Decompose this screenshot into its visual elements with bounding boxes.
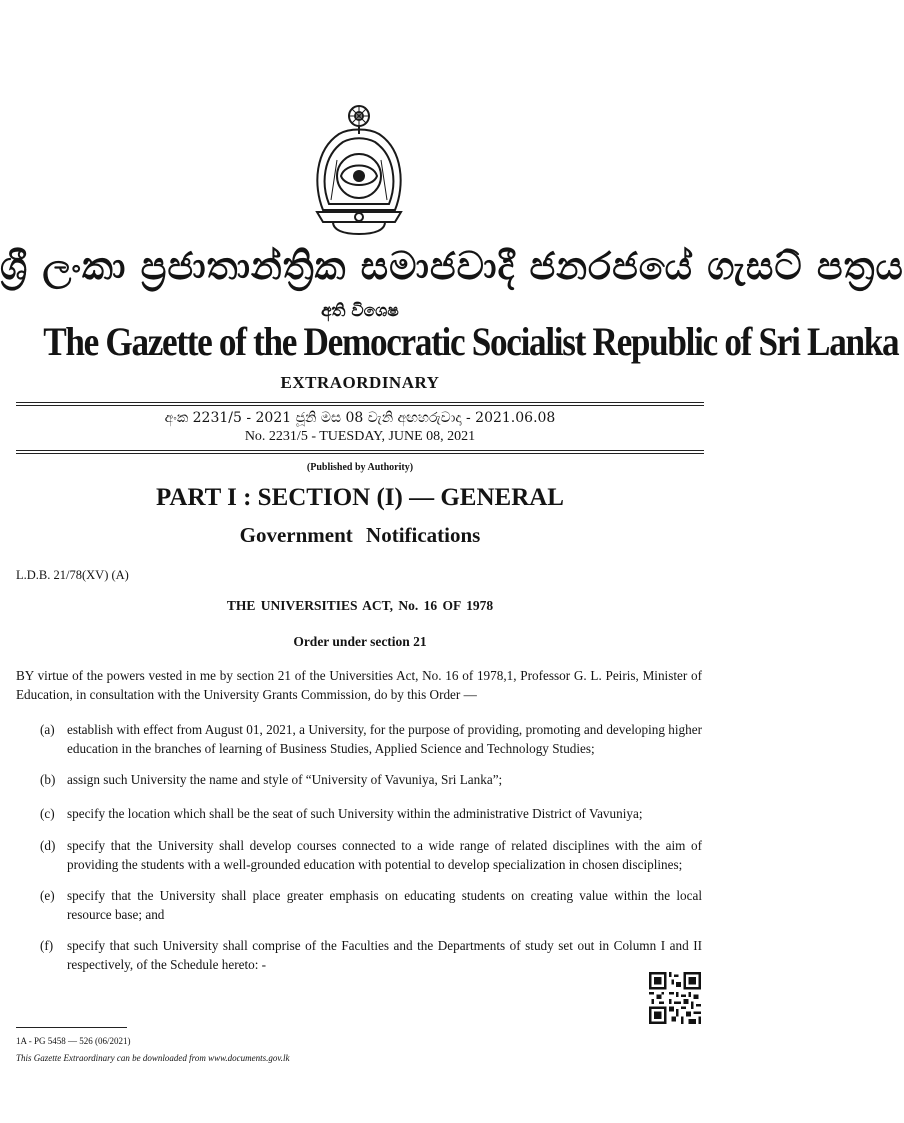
clause-marker: (e) (40, 888, 55, 903)
intro-paragraph: BY virtue of the powers vested in me by section 21 of the Universities Act, No. 16 of 1978,1, Professor G. L. Peiris, Minister of Education, in consultation with the University Grants Commission, do by this Order — (16, 668, 702, 702)
issue-number-sinhala: අංක 2231/5 - 2021 ජූනි මස 08 වැනි අඟහරුවාදා - 2021.06.08 (164, 410, 556, 426)
top-divider (16, 402, 704, 403)
bottom-divider-thin (16, 453, 704, 454)
bottom-divider (16, 450, 704, 451)
clause-marker: (c) (40, 806, 55, 821)
sinhala-extraordinary-label: අති විශෙෂ (321, 301, 399, 321)
act-title: THE UNIVERSITIES ACT, No. 16 OF 1978 (226, 598, 494, 613)
clause-text: specify the location which shall be the seat of such University within the administrative District of Vavuniya; (67, 806, 643, 821)
download-note: This Gazette Extraordinary can be downloaded from www.documents.gov.lk (16, 1053, 290, 1063)
extraordinary-label: EXTRAORDINARY (280, 373, 440, 392)
clause-text: specify that the University shall place greater emphasis on educating students on creating value within the local resource base; and (67, 888, 702, 922)
print-code: 1A - PG 5458 — 526 (06/2021) (16, 1036, 131, 1046)
clause-marker: (f) (40, 938, 54, 953)
clause-e (40, 886, 702, 924)
clause-f (40, 936, 702, 974)
english-gazette-title: The Gazette of the Democratic Socialist Republic of Sri Lanka (43, 319, 899, 364)
footer-divider (16, 1027, 127, 1028)
clause-marker: (b) (40, 772, 56, 787)
clause-text: establish with effect from August 01, 2021, a University, for the purpose of providing, promoting and developing higher education in the branches of learning of Business Studies, Applied Science and Technology Studies; (67, 722, 702, 756)
published-by-authority: (Published by Authority) (306, 462, 414, 473)
issue-number-english: No. 2231/5 - TUESDAY, JUNE 08, 2021 (244, 429, 476, 444)
top-divider-thin (16, 405, 704, 406)
order-title: Order under section 21 (293, 634, 427, 649)
clause-text: specify that the University shall develop courses connected to a wide range of related disciplines with the aim of providing the students with a well-grounded education with potential to develop specialization in chosen disciplines; (67, 838, 702, 872)
sri-lanka-emblem-icon (303, 100, 415, 238)
clause-b (40, 770, 702, 789)
reference-number: L.D.B. 21/78(XV) (A) (16, 568, 129, 582)
clause-a (40, 720, 702, 758)
clause-c (40, 804, 702, 823)
clause-d (40, 836, 702, 874)
clause-marker: (d) (40, 838, 56, 853)
qr-code-icon (649, 972, 701, 1024)
sinhala-gazette-title: ශ්‍රී ලංකා ප්‍රජාතාන්ත්‍රික සමාජවාදී ජනරජයේ ගැසට් පත්‍රය (0, 244, 904, 288)
clause-marker: (a) (40, 722, 55, 737)
clause-text: specify that such University shall comprise of the Faculties and the Departments of study set out in Column I and II respectively, of the Schedule hereto: - (67, 938, 702, 972)
section-heading: Government Notifications (239, 523, 481, 547)
clause-text: assign such University the name and style of “University of Vavuniya, Sri Lanka”; (67, 772, 503, 787)
part-heading: PART I : SECTION (I) — GENERAL (156, 484, 564, 511)
